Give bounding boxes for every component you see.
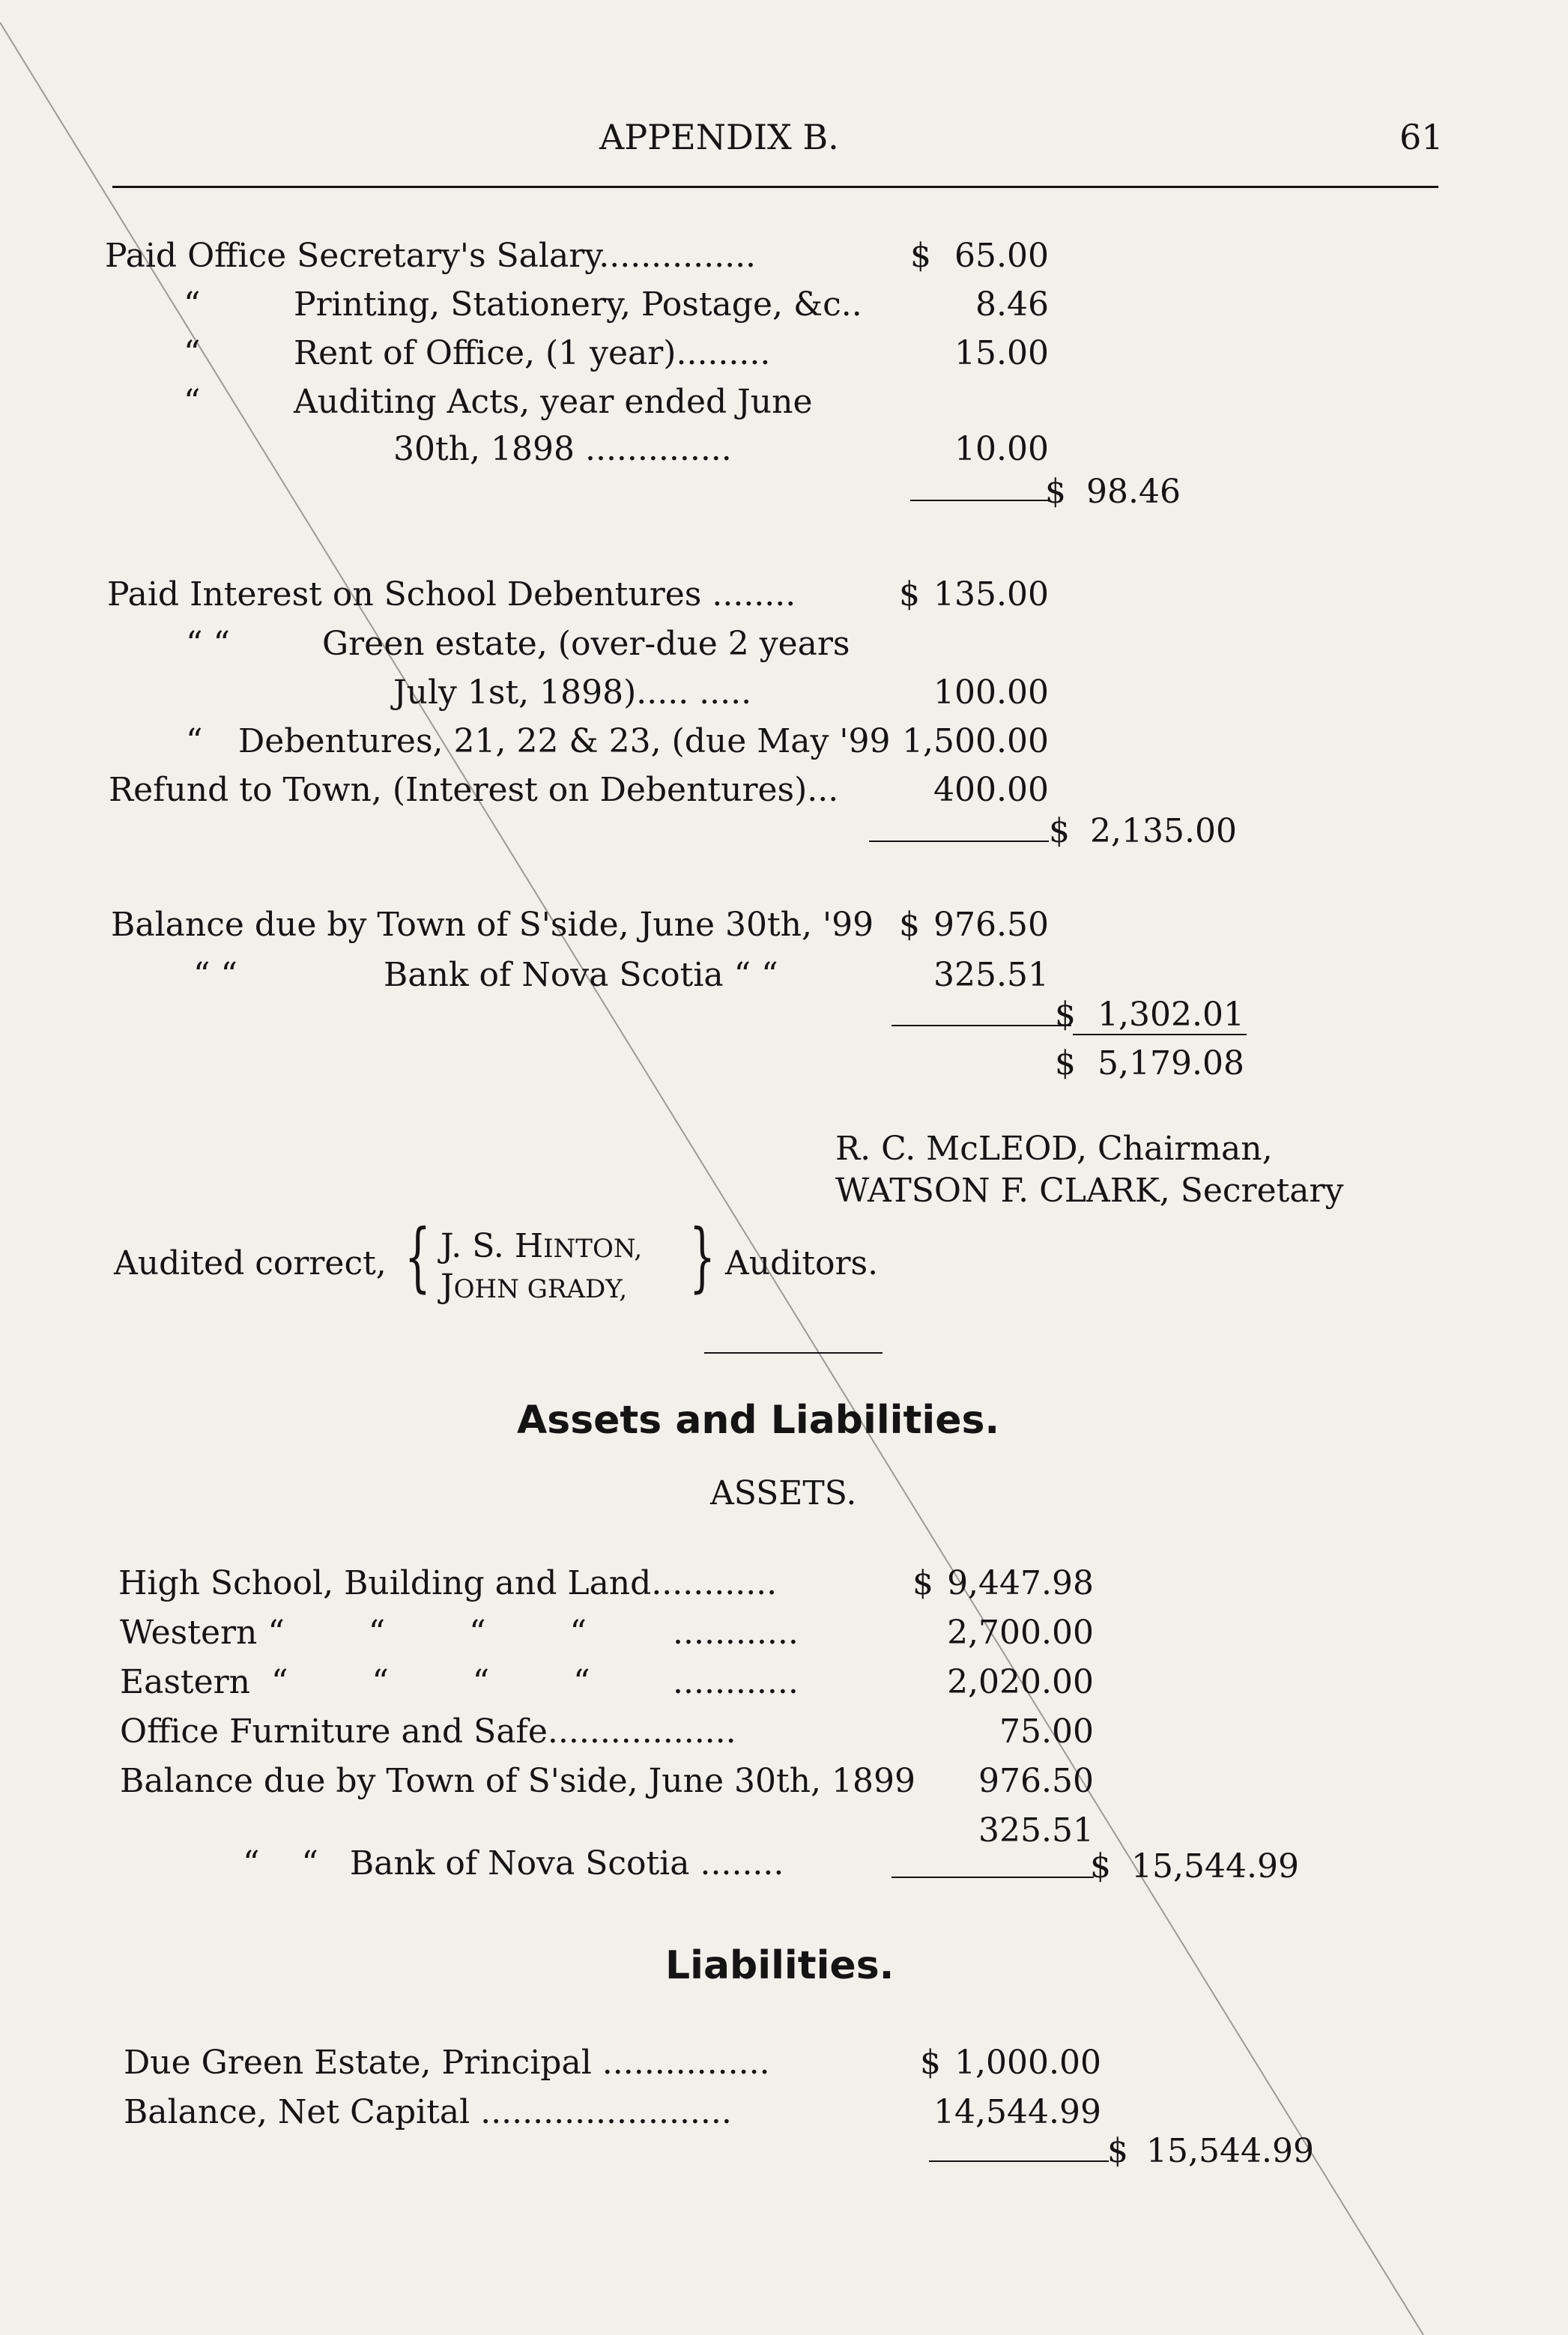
asset-row: Eastern “ “ “ “ bbox=[120, 1663, 590, 1701]
amount: 976.50 bbox=[933, 906, 1049, 944]
subtotal-rule bbox=[910, 500, 1049, 501]
audit-prefix: Audited correct, bbox=[114, 1244, 387, 1282]
grand-total-dollar: $ bbox=[1055, 1044, 1076, 1082]
subtotal-amount: 1,302.01 bbox=[1098, 996, 1244, 1034]
expense-row: Printing, Stationery, Postage, &c.. bbox=[294, 285, 862, 324]
asset-row: High School, Building and Land............ bbox=[118, 1564, 778, 1602]
balance-row: Balance due by Town of S'side, June 30th, '99 bbox=[111, 906, 874, 944]
expense-row-continued: July 1st, 1898)..... ..... bbox=[393, 673, 752, 712]
amount: 976.50 bbox=[978, 1762, 1094, 1800]
ditto-mark: “ bbox=[184, 334, 201, 372]
chairman-signature: R. C. McLEOD, Chairman, bbox=[835, 1130, 1273, 1168]
expense-row: Refund to Town, (Interest on Debentures)... bbox=[109, 771, 839, 809]
subtotal-dollar: $ bbox=[1049, 812, 1070, 850]
section-divider bbox=[704, 1352, 883, 1354]
amount: 1,000.00 bbox=[954, 2044, 1101, 2082]
page-number: 61 bbox=[1399, 117, 1444, 157]
expense-row: Debentures, 21, 22 & 23, (due May '99 bbox=[238, 722, 891, 760]
subtotal-rule bbox=[929, 2160, 1109, 2162]
left-brace: { bbox=[405, 1213, 431, 1300]
amount: 1,500.00 bbox=[902, 722, 1049, 760]
assets-total-dollar: $ bbox=[1090, 1847, 1111, 1886]
asset-row: “ “ Bank of Nova Scotia ........ bbox=[242, 1844, 784, 1883]
subtotal-rule bbox=[892, 1025, 1071, 1026]
amount: 10.00 bbox=[954, 430, 1049, 468]
liabilities-title: Liabilities. bbox=[665, 1943, 895, 1988]
ditto-mark: “ bbox=[184, 285, 201, 324]
subtotal-rule bbox=[869, 841, 1049, 842]
ditto-mark: “ bbox=[186, 722, 203, 760]
dollar-sign: $ bbox=[912, 1564, 933, 1602]
amount: 100.00 bbox=[933, 673, 1049, 712]
leader-dots: ............ bbox=[673, 1663, 799, 1701]
subtotal-amount: 98.46 bbox=[1086, 473, 1181, 511]
ditto-mark: “ “ bbox=[193, 956, 237, 994]
asset-row: Office Furniture and Safe.................. bbox=[120, 1712, 736, 1751]
ditto-mark: “ bbox=[184, 383, 201, 421]
amount: 2,700.00 bbox=[947, 1614, 1094, 1652]
expense-row: Green estate, (over-due 2 years bbox=[322, 625, 850, 663]
audit-suffix: Auditors. bbox=[725, 1244, 879, 1282]
amount: 8.46 bbox=[975, 285, 1049, 324]
subtotal-dollar: $ bbox=[1055, 996, 1076, 1034]
liabilities-total-dollar: $ bbox=[1107, 2132, 1128, 2170]
amount: 14,544.99 bbox=[933, 2093, 1101, 2131]
asset-row: Balance due by Town of S'side, June 30th, 1899 bbox=[120, 1762, 915, 1800]
leader-dots: ............ bbox=[673, 1614, 799, 1652]
subtotal-amount: 2,135.00 bbox=[1090, 812, 1237, 850]
liabilities-total-amount: 15,544.99 bbox=[1146, 2132, 1314, 2170]
dollar-sign: $ bbox=[899, 906, 920, 944]
amount: 2,020.00 bbox=[947, 1663, 1094, 1701]
total-rule bbox=[1073, 1034, 1247, 1035]
expense-row: Paid Office Secretary's Salary............... bbox=[105, 237, 757, 275]
amount: 65.00 bbox=[954, 237, 1049, 275]
dollar-sign: $ bbox=[920, 2044, 941, 2082]
grand-total-amount: 5,179.08 bbox=[1098, 1044, 1244, 1082]
amount: 9,447.98 bbox=[947, 1564, 1094, 1602]
amount: 135.00 bbox=[933, 575, 1049, 614]
dollar-sign: $ bbox=[899, 575, 920, 614]
subtotal-dollar: $ bbox=[1045, 473, 1066, 511]
balance-row: Bank of Nova Scotia “ “ bbox=[384, 956, 778, 994]
expense-row: Auditing Acts, year ended June bbox=[294, 383, 813, 421]
amount: 325.51 bbox=[978, 1811, 1094, 1850]
ditto-mark: “ “ bbox=[186, 625, 230, 663]
header-rule bbox=[112, 186, 1438, 188]
secretary-signature: WATSON F. CLARK, Secretary bbox=[835, 1172, 1344, 1210]
liability-row: Balance, Net Capital ........................ bbox=[124, 2093, 732, 2131]
section-title: Assets and Liabilities. bbox=[517, 1398, 1000, 1443]
dollar-sign: $ bbox=[910, 237, 931, 275]
amount: 400.00 bbox=[933, 771, 1049, 809]
amount: 15.00 bbox=[954, 334, 1049, 372]
expense-row: Rent of Office, (1 year)......... bbox=[294, 334, 771, 372]
amount: 325.51 bbox=[933, 956, 1049, 994]
running-header: APPENDIX B. bbox=[599, 117, 839, 157]
auditor-name: JOHN GRADY, bbox=[441, 1268, 628, 1306]
liability-row: Due Green Estate, Principal ................ bbox=[124, 2044, 770, 2082]
right-brace: } bbox=[689, 1213, 715, 1300]
subtotal-rule bbox=[892, 1877, 1094, 1878]
auditor-name: J. S. HINTON, bbox=[441, 1227, 643, 1265]
assets-total-amount: 15,544.99 bbox=[1131, 1847, 1299, 1886]
asset-row: Western “ “ “ “ bbox=[120, 1614, 587, 1652]
section-subtitle: ASSETS. bbox=[710, 1474, 857, 1512]
expense-row-continued: 30th, 1898 .............. bbox=[393, 430, 732, 468]
expense-row: Paid Interest on School Debentures ........ bbox=[107, 575, 796, 614]
amount: 75.00 bbox=[999, 1712, 1094, 1751]
